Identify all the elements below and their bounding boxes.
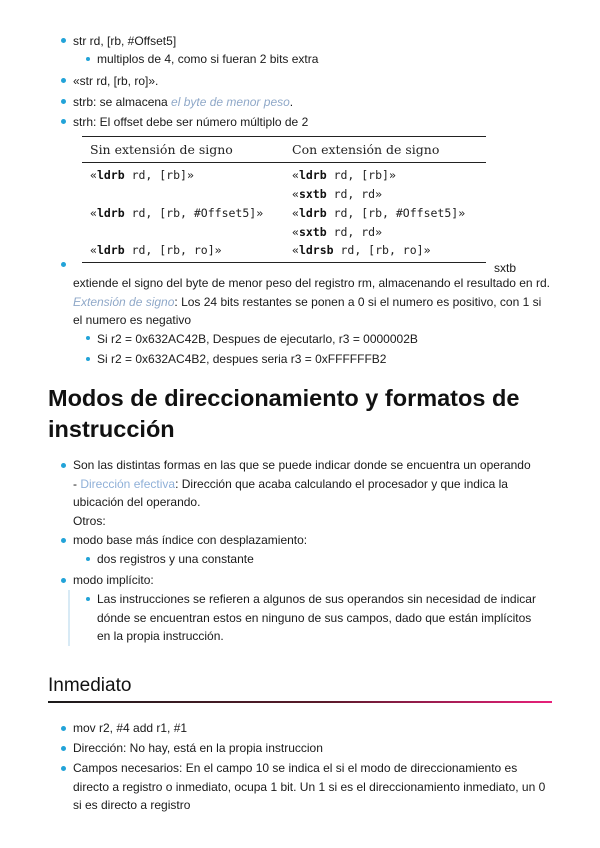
highlight-text: el byte de menor peso [171, 95, 290, 109]
bullet-dot [86, 336, 90, 340]
text-line: Son las distintas formas en las que se puede indicar donde se encuentra un operando [73, 458, 531, 472]
sxtb-label: sxtb [494, 261, 517, 275]
list-item: strh: El offset debe ser número múltiplo de 2 [73, 115, 309, 129]
section-heading: Modos de direccionamiento y formatos de instrucción [48, 385, 520, 442]
bullet-dot [86, 57, 90, 61]
bullet-dot [61, 578, 66, 583]
table-bottom-rule [82, 262, 486, 263]
bullet-dot [61, 746, 66, 751]
highlight-text: Extensión de signo [73, 294, 175, 309]
bullet-dot [61, 463, 66, 468]
list-subitem: multiplos de 4, como si fueran 2 bits extra [97, 52, 319, 66]
bullet-dot [61, 262, 66, 267]
highlight-text: Dirección efectiva [80, 476, 176, 491]
text-span: extiende el signo del byte de menor peso del registro rm, almacenando el resultado en rd. [73, 276, 550, 290]
list-item: modo implícito: [73, 573, 154, 587]
table-header-col2: Con extensión de signo [292, 142, 440, 157]
sxtb-description [73, 274, 553, 330]
table-header-col1: Sin extensión de signo [90, 142, 233, 157]
table-cell: «ldrb rd, [rb]» [292, 168, 396, 182]
list-item: str rd, [rb, #Offset5] [73, 34, 177, 48]
text-span: : Dirección que acaba calculando el procesador y que indica la ubicación del operando. [73, 476, 508, 509]
list-item [73, 93, 293, 111]
list-item: Campos necesarios: En el campo 10 se indica el si el modo de direccionamiento es directo a registro o inmediato, ocupa 1 bit. Un 1 si es el direccionamiento inmediato, un 0 si es directo a registro [73, 761, 546, 812]
bullet-dot [86, 357, 90, 361]
heading-underline [48, 701, 552, 703]
bullet-dot [61, 99, 66, 104]
subitem-guide-bar [68, 590, 70, 646]
table-top-rule [82, 136, 486, 137]
text-line [73, 475, 553, 512]
subsection-heading: Inmediato [48, 675, 132, 696]
text-span: - [73, 476, 81, 491]
bullet-dot [61, 726, 66, 731]
text-line: Otros: [73, 513, 106, 528]
bullet-dot [61, 119, 66, 124]
list-item: mov r2, #4 add r1, #1 [73, 721, 188, 735]
bullet-dot [61, 766, 66, 771]
table-header-rule [82, 162, 486, 163]
bullet-dot [86, 557, 90, 561]
table-cell: «ldrb rd, [rb, #Offset5]» [292, 206, 466, 220]
table-cell: «ldrb rd, [rb, ro]» [90, 243, 222, 257]
text-span: : Los 24 bits restantes se ponen a 0 si el numero es positivo, con 1 si el numero es negativo [73, 294, 542, 327]
text-span: . [289, 95, 294, 109]
table-cell: «ldrb rd, [rb, #Offset5]» [90, 206, 264, 220]
list-subitem: Las instrucciones se refieren a algunos de sus operandos sin necesidad de indicar dónde se encuentran estos en ninguno de sus campos, dado que están implícitos en la propia instrucción. [97, 592, 536, 643]
bullet-dot [61, 38, 66, 43]
list-item: Dirección: No hay, está en la propia instruccion [73, 741, 323, 755]
bullet-dot [61, 538, 66, 543]
text-span: strb: se almacena [73, 95, 172, 109]
list-subitem: Si r2 = 0x632AC4B2, despues seria r3 = 0xFFFFFFB2 [97, 352, 387, 366]
list-item: «str rd, [rb, ro]». [73, 74, 159, 88]
list-item [73, 456, 553, 530]
bullet-dot [61, 78, 66, 83]
list-subitem: dos registros y una constante [97, 552, 254, 566]
list-subitem: Si r2 = 0x632AC42B, Despues de ejecutarlo, r3 = 0000002B [97, 332, 418, 346]
bullet-dot [86, 597, 90, 601]
table-cell: «ldrsb rd, [rb, ro]» [292, 243, 431, 257]
table-cell: «ldrb rd, [rb]» [90, 168, 194, 182]
table-cell: «sxtb rd, rd» [292, 187, 383, 201]
table-cell: «sxtb rd, rd» [292, 225, 383, 239]
list-item: modo base más índice con desplazamiento: [73, 533, 308, 547]
